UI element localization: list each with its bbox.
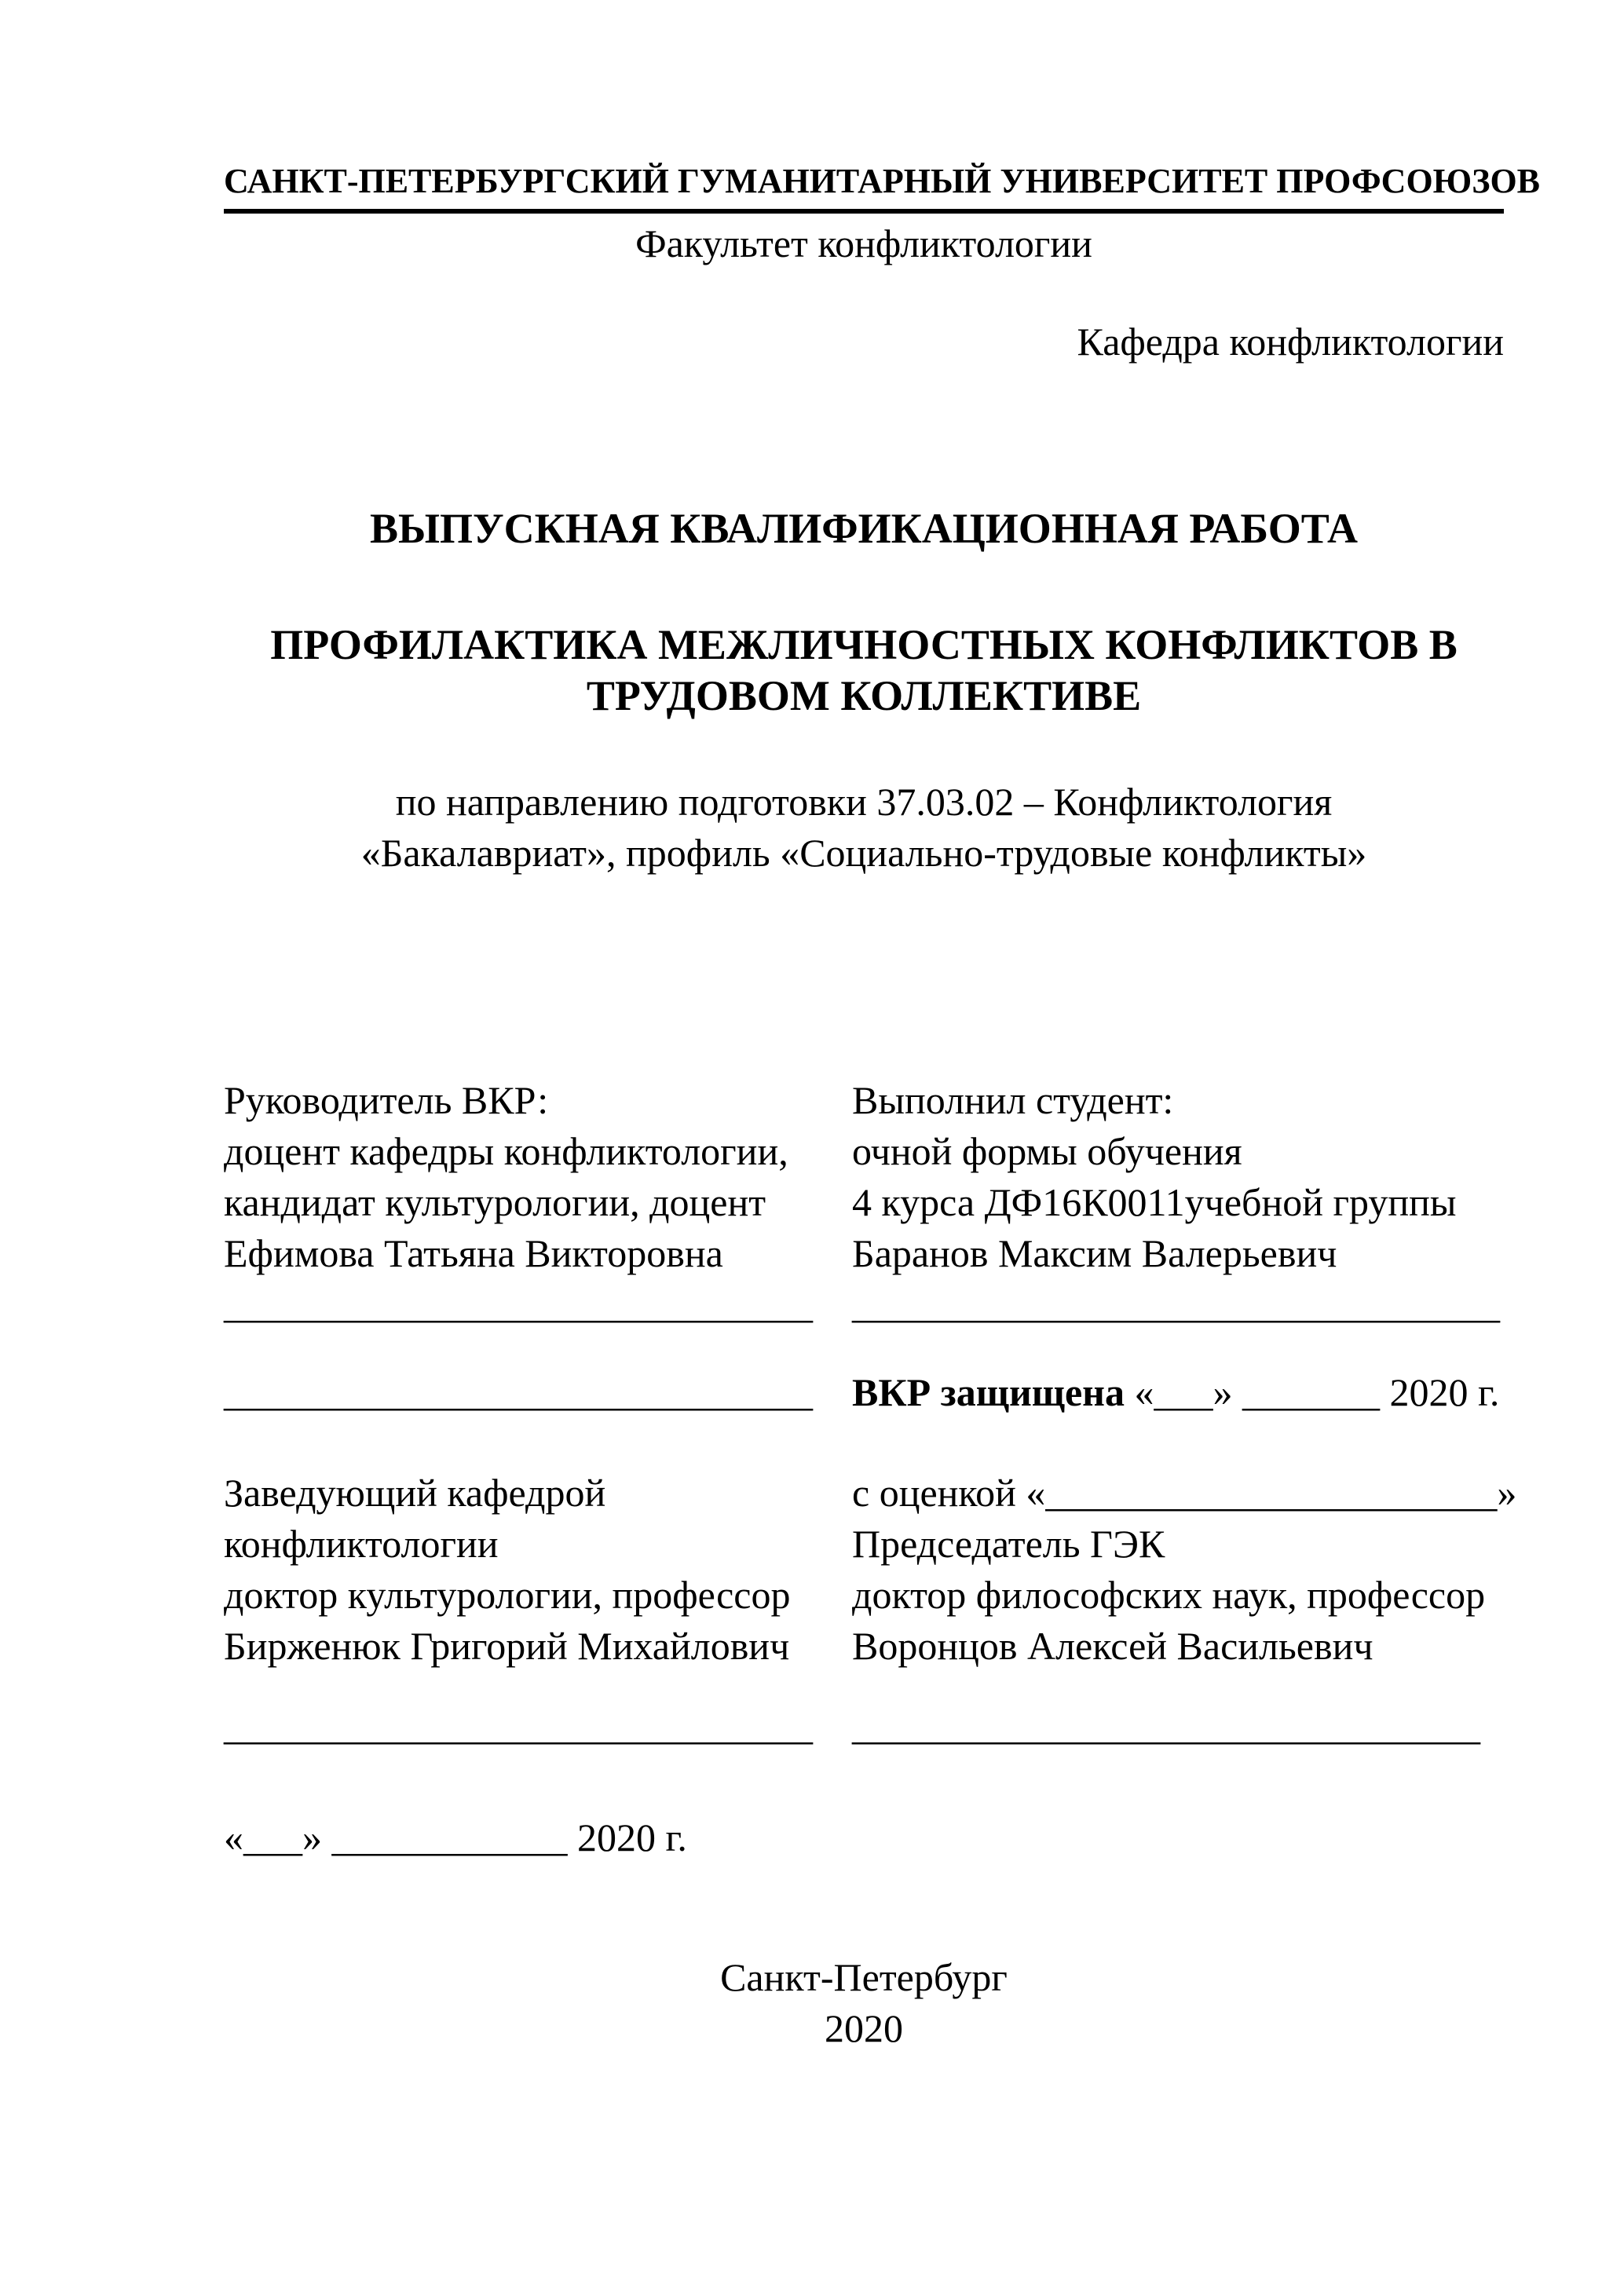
thesis-title-line-1: ПРОФИЛАКТИКА МЕЖЛИЧНОСТНЫХ КОНФЛИКТОВ В — [270, 621, 1458, 668]
program-info — [224, 777, 1504, 879]
faculty-line: Факультет конфликтологии — [635, 221, 1092, 265]
signature-lines-row-1 — [224, 1279, 1504, 1330]
chairman-name: Воронцов Алексей Васильевич — [852, 1624, 1373, 1668]
head-role-line-2: конфликтологии — [224, 1522, 499, 1566]
program-profile-line: «Бакалавриат», профиль «Социально-трудовые конфликты» — [360, 831, 1367, 875]
position-row-1 — [224, 1126, 1504, 1177]
position-row-2 — [224, 1177, 1504, 1228]
grade-line — [852, 1468, 1516, 1519]
year-line: 2020 — [825, 2006, 903, 2050]
head-date-line: «___» ____________ 2020 г. — [224, 1815, 687, 1859]
student-group: 4 курса ДФ16К0011учебной группы — [852, 1180, 1457, 1224]
chairman-position: доктор философских наук, профессор — [852, 1573, 1486, 1617]
thesis-title-line-2: ТРУДОВОМ КОЛЛЕКТИВЕ — [586, 672, 1142, 719]
supervisor-name: Ефимова Татьяна Викторовна — [224, 1231, 723, 1275]
student-study-form: очной формы обучения — [852, 1129, 1242, 1173]
program-direction-line: по направлению подготовки 37.03.02 – Конфликтология — [395, 780, 1333, 824]
names-row — [224, 1228, 1504, 1279]
signature-lines-row-2 — [224, 1701, 1504, 1752]
role-row-2 — [224, 1519, 1504, 1570]
head-name: Бирженюк Григорий Михайлович — [224, 1624, 790, 1668]
city-line: Санкт-Петербург — [720, 1955, 1008, 1999]
student-role-label: Выполнил студент: — [852, 1078, 1174, 1122]
chairman-signature-line: ________________________________ — [852, 1704, 1480, 1748]
signatures-section — [224, 1075, 1517, 1863]
roles-row — [224, 1075, 1504, 1126]
work-type-heading: ВЫПУСКНАЯ КВАЛИФИКАЦИОННАЯ РАБОТА — [369, 505, 1359, 552]
grade-blank-line: _______________________ — [1045, 1471, 1498, 1515]
student-signature-line: _________________________________ — [852, 1282, 1500, 1326]
university-name: САНКТ-ПЕТЕРБУРГСКИЙ ГУМАНИТАРНЫЙ УНИВЕРСИТЕТ ПРОФСОЮЗОВ — [224, 161, 1504, 214]
defense-row — [224, 1367, 1504, 1418]
date-row — [224, 1812, 1504, 1863]
defense-defended-label: ВКР защищена — [852, 1370, 1125, 1414]
grade-prefix: с оценкой « — [852, 1471, 1046, 1515]
approval-signature-line: ______________________________ — [224, 1370, 813, 1414]
supervisor-position-line-1: доцент кафедры конфликтологии, — [224, 1129, 788, 1173]
head-signature-line: ______________________________ — [224, 1704, 813, 1748]
empty-cell — [852, 1812, 1504, 1863]
footer — [224, 1952, 1504, 2054]
thesis-title — [224, 620, 1504, 722]
chairman-role-line: Председатель ГЭК — [852, 1522, 1165, 1566]
supervisor-signature-line: ______________________________ — [224, 1282, 813, 1326]
student-name: Баранов Максим Валерьевич — [852, 1231, 1337, 1275]
head-role-line-1: Заведующий кафедрой — [224, 1471, 606, 1515]
supervisor-role-label: Руководитель ВКР: — [224, 1078, 549, 1122]
names-row-2 — [224, 1621, 1504, 1672]
supervisor-position-line-2: кандидат культурологии, доцент — [224, 1180, 766, 1224]
grade-suffix: » — [1497, 1471, 1517, 1515]
defense-date-blank: «___» _______ 2020 г. — [1134, 1370, 1500, 1414]
department-line: Кафедра конфликтологии — [1077, 320, 1504, 364]
positions-row — [224, 1570, 1504, 1621]
defense-date-line — [852, 1367, 1504, 1418]
head-position: доктор культурологии, профессор — [224, 1573, 791, 1617]
grade-row — [224, 1468, 1517, 1519]
